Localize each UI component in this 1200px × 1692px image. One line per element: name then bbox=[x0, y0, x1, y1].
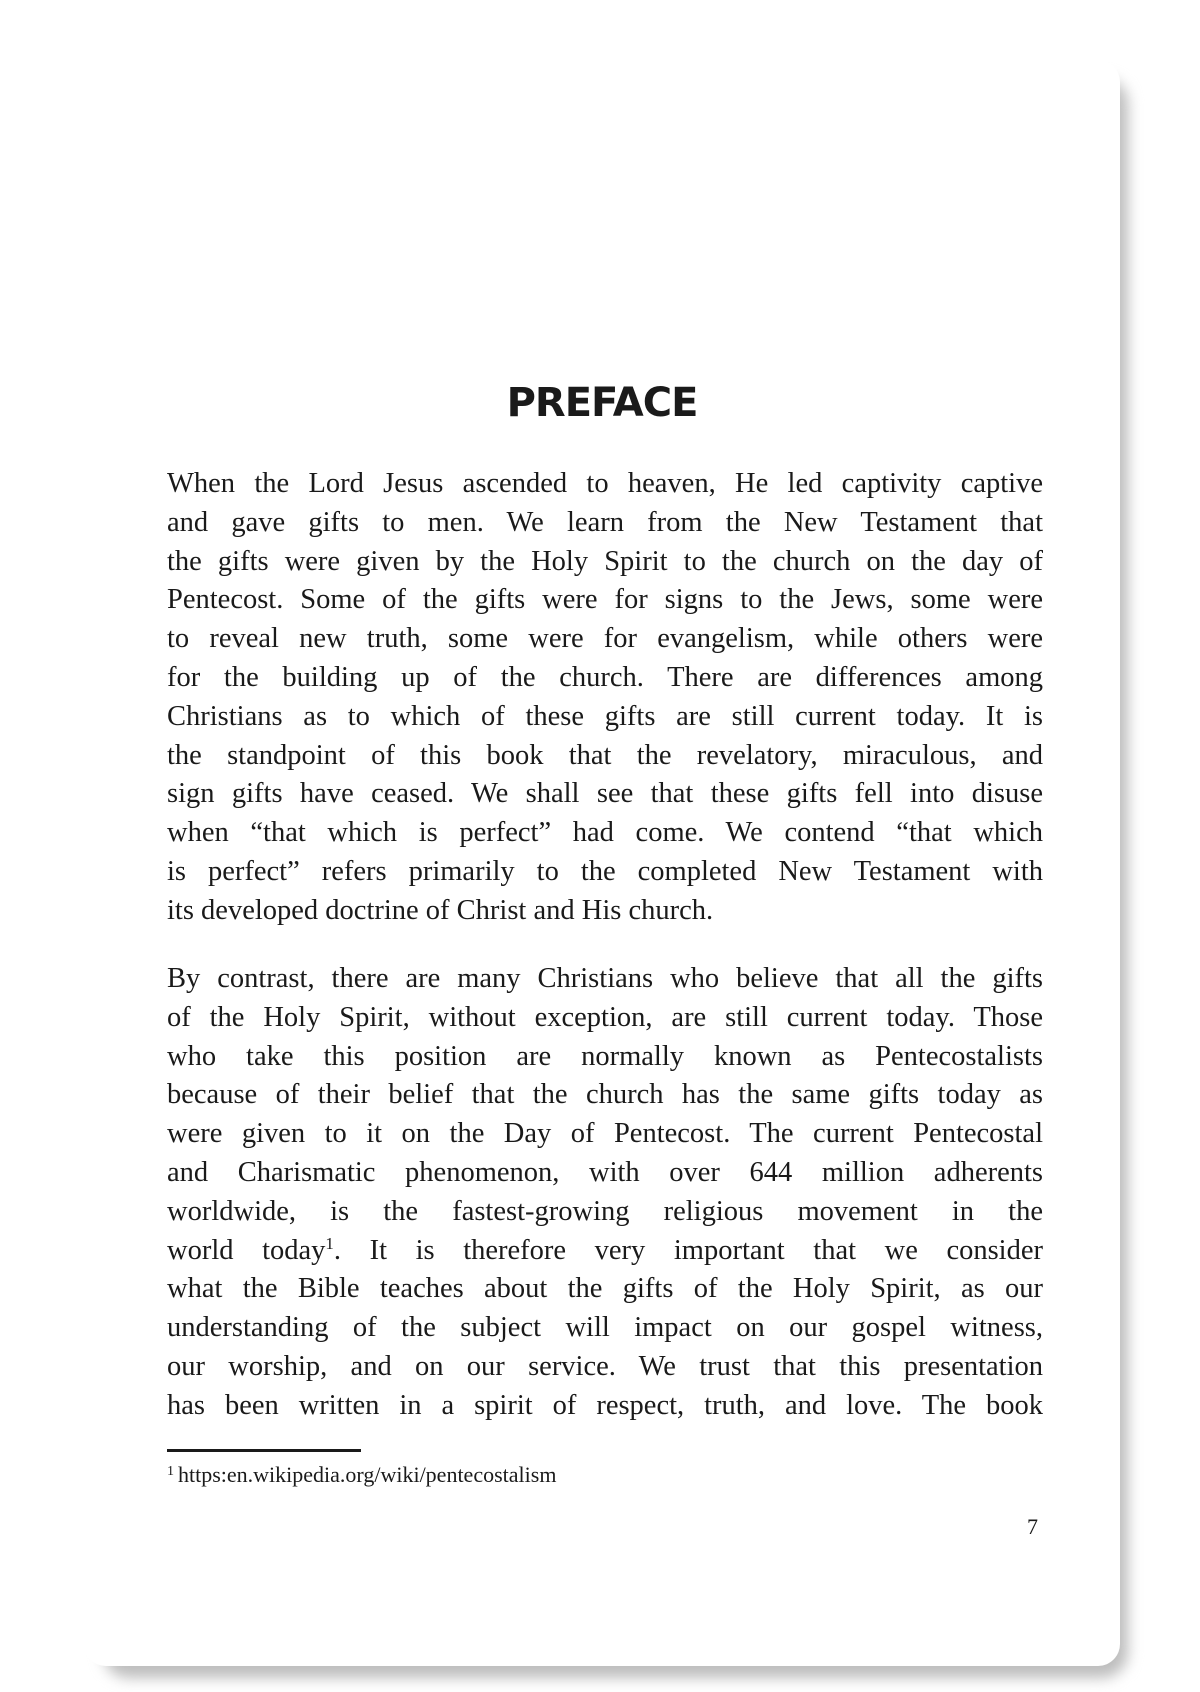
text-line: Christians as to which of these gifts are still current today. It is bbox=[167, 700, 1043, 732]
text-line: to reveal new truth, some were for evangelism, while others were bbox=[167, 623, 1043, 655]
text-line: what the Bible teaches about the gifts of the Holy Spirit, as our bbox=[167, 1273, 1043, 1305]
text-line: its developed doctrine of Christ and His church. bbox=[167, 894, 714, 926]
text-line: is perfect” refers primarily to the completed New Testament with bbox=[167, 855, 1043, 887]
text-line: understanding of the subject will impact on our gospel witness, bbox=[167, 1312, 1043, 1344]
text-line: of the Holy Spirit, without exception, are still current today. Those bbox=[167, 1001, 1043, 1033]
text-line: and gave gifts to men. We learn from the New Testament that bbox=[167, 506, 1043, 538]
footnote-marker: 1 bbox=[167, 1464, 174, 1479]
text-segment: . It is therefore very important that we consider bbox=[333, 1234, 1043, 1266]
text-line: were given to it on the Day of Pentecost. The current Pentecostal bbox=[167, 1118, 1043, 1150]
footnote bbox=[167, 1462, 556, 1488]
text-line: our worship, and on our service. We trust that this presentation bbox=[167, 1350, 1043, 1382]
text-line: when “that which is perfect” had come. We contend “that which bbox=[167, 817, 1043, 849]
text-line: By contrast, there are many Christians who believe that all the gifts bbox=[167, 963, 1043, 994]
text-line: for the building up of the church. There are differences among bbox=[167, 661, 1043, 693]
preface-paragraph-1 bbox=[167, 465, 1043, 931]
preface-paragraph-2 bbox=[167, 960, 1043, 1426]
text-line: the gifts were given by the Holy Spirit to the church on the day of bbox=[167, 545, 1043, 577]
book-page bbox=[84, 60, 1120, 1666]
text-line: the standpoint of this book that the revelatory, miraculous, and bbox=[167, 739, 1043, 771]
text-line: has been written in a spirit of respect, truth, and love. The book bbox=[167, 1389, 1043, 1421]
text-line: worldwide, is the fastest-growing religious movement in the bbox=[167, 1195, 1043, 1227]
text-line-with-footnote bbox=[167, 1232, 1043, 1271]
text-line: When the Lord Jesus ascended to heaven, He led captivity captive bbox=[167, 468, 1043, 499]
text-line: sign gifts have ceased. We shall see that these gifts fell into disuse bbox=[167, 778, 1043, 810]
footnote-reference[interactable]: 1 bbox=[325, 1233, 334, 1253]
text-line: because of their belief that the church has the same gifts today as bbox=[167, 1079, 1043, 1111]
text-line: Pentecost. Some of the gifts were for signs to the Jews, some were bbox=[167, 584, 1043, 616]
page-number: 7 bbox=[1027, 1514, 1038, 1539]
preface-heading: PREFACE bbox=[506, 380, 698, 426]
footnote-divider bbox=[167, 1449, 361, 1452]
text-segment: world today bbox=[167, 1234, 326, 1266]
footnote-link[interactable]: https:en.wikipedia.org/wiki/pentecostalism bbox=[178, 1462, 557, 1487]
text-line: and Charismatic phenomenon, with over 644 million adherents bbox=[167, 1156, 1043, 1188]
text-line: who take this position are normally known as Pentecostalists bbox=[167, 1040, 1043, 1072]
